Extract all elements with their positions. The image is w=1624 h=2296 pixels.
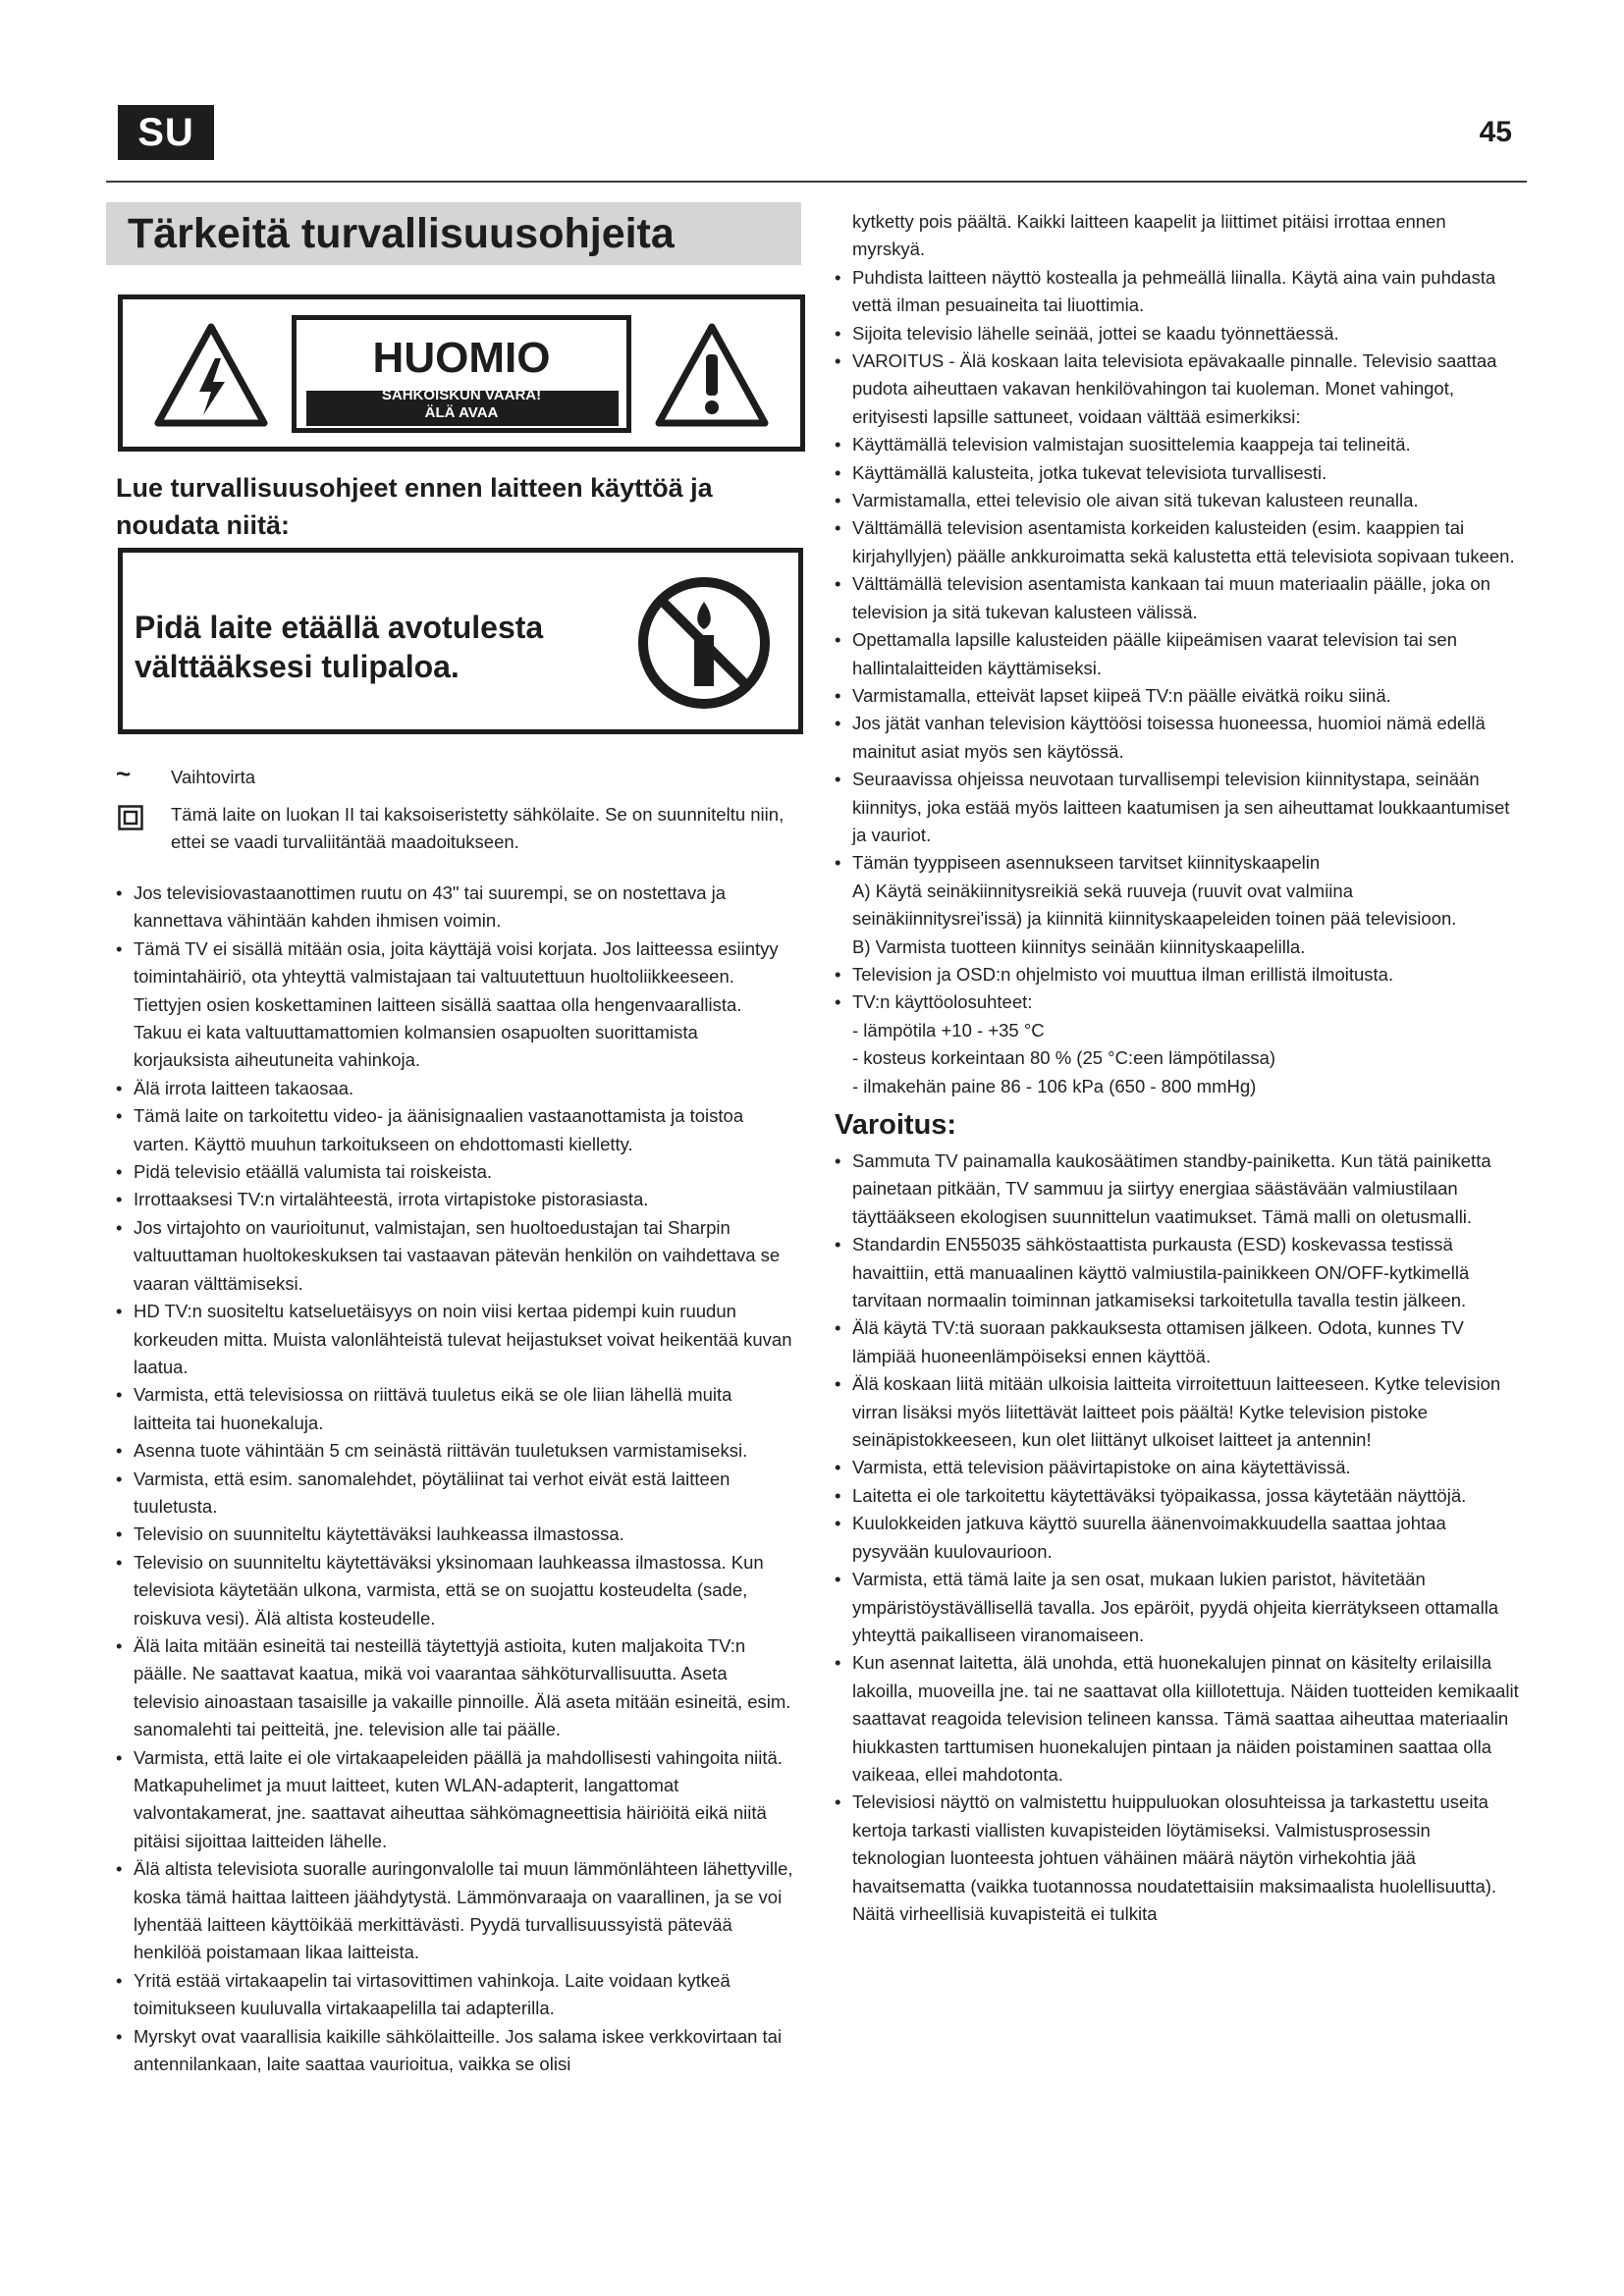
list-item: • Varmista, että laite ei ole virtakaapeleiden päällä ja mahdollisesti vahingoita niitä. Matkapuhelimet ja muut laitteet, kuten WLAN-adapterit, langattomat valvontakamerat, jne. saattavat aiheuttaa sähkömagneettisia häiriöitä eikä niitä pitäisi sijoittaa laitteiden lähelle.	[116, 1744, 793, 1856]
list-item: • Yritä estää virtakaapelin tai virtasovittimen vahinkoja. Laite voidaan kytkeä toimitukseen kuuluvalla virtakaapelilla tai adapterilla.	[116, 1967, 793, 2023]
list-item: • Älä käytä TV:tä suoraan pakkauksesta ottamisen jälkeen. Odota, kunnes TV lämpiää huoneenlämpöiseksi ennen käyttöä.	[835, 1314, 1522, 1370]
caution-label	[118, 294, 805, 452]
list-item: • Tämä TV ei sisällä mitään osia, joita käyttäjä voisi korjata. Jos laitteessa esiintyy toimintahäiriö, ota yhteyttä valmistajaan tai valtuutettuun huoltoliikkeeseen. Tiettyjen osien koskettaminen laitteen sisällä saattaa olla hengenvaarallista. Takuu ei kata valtuuttamattomien kolmansien osapuolten suorittamista korjauksista aiheutuneita vahinkoja.	[116, 935, 793, 1075]
page-title: Tärkeitä turvallisuusohjeita	[128, 210, 675, 257]
list-item: • Standardin EN55035 sähköstaattista purkausta (ESD) koskevassa testissä havaittiin, että manuaalinen käyttö valmiustila-painikkeen ON/OFF-kytkimellä tarvitaan normaalin toiminnan jatkamiseksi tarkoitetulla tavalla testin jälkeen.	[835, 1231, 1522, 1314]
list-item: • Televisio on suunniteltu käytettäväksi yksinomaan lauhkeassa ilmastossa. Kun televisiota käytetään ulkona, varmista, että se on suojattu kosteudelta (sade, roiskuva vesi). Älä altista kosteudelle.	[116, 1549, 793, 1632]
list-item: • Sijoita televisio lähelle seinää, jottei se kaadu työnnettäessä.	[835, 320, 1522, 347]
condition-pressure: - ilmakehän paine 86 - 106 kPa (650 - 800 mmHg)	[852, 1075, 1257, 1096]
no-open-flame-icon	[635, 574, 773, 712]
caution-line-2: ÄLÄ AVAA	[424, 404, 499, 421]
list-item: • Käyttämällä television valmistajan suosittelemia kaappeja tai telineitä.	[835, 431, 1522, 458]
mount-step-b: B) Varmista tuotteen kiinnitys seinään kiinnityskaapelilla.	[852, 935, 1306, 957]
list-item: • Irrottaaksesi TV:n virtalähteestä, irrota virtapistoke pistorasiasta.	[116, 1186, 793, 1213]
list-item: • Sammuta TV painamalla kaukosäätimen standby-painiketta. Kun tätä painiketta painetaan pitkään, TV sammuu ja siirtyy energiaa säästävään valmiustilaan täyttääkseen ekologisen suunnittelun vaatimukset. Tämä malli on oletusmalli.	[835, 1148, 1522, 1231]
list-item: • Älä laita mitään esineitä tai nesteillä täytettyjä astioita, kuten maljakoita TV:n päälle. Ne saattavat kaatua, mikä voi vaarantaa sähköturvallisuutta. Aseta televisio ainoastaan tasaisille ja vakaille pinnoille. Älä aseta mitään esineitä, esim. sanomalehti tai peitteitä, jne. television alle tai päälle.	[116, 1632, 793, 1744]
warning-list	[835, 1148, 1522, 1928]
warning-heading: Varoitus:	[835, 1109, 957, 1141]
list-item: • Älä koskaan liitä mitään ulkoisia laitteita virroitettuun laitteeseen. Kytke television virran lisäksi myös liitettävät laitteet pois päältä! Kytke television pistoke seinäpistokkeeseen, kun olet liittänyt ulkoiset laitteet ja antennin!	[835, 1370, 1522, 1454]
condition-temperature: - lämpötila +10 - +35 °C	[852, 1019, 1045, 1041]
title-band	[106, 202, 801, 265]
list-item: • Välttämällä television asentamista kankaan tai muun materiaalin päälle, joka on television ja sitä tukevan kalusteen välissä.	[835, 570, 1522, 626]
list-item: • Varmista, että televisiossa on riittävä tuuletus eikä se ole liian lähellä muita laitteita tai huonekaluja.	[116, 1381, 793, 1437]
ac-symbol-icon: ~	[116, 759, 132, 788]
list-item: • Varmistamalla, etteivät lapset kiipeä TV:n päälle eivätkä roiku siinä.	[835, 682, 1522, 710]
list-item: • Jos jätät vanhan television käyttöösi toisessa huoneessa, huomioi nämä edellä mainitut asiat myös sen käytössä.	[835, 710, 1522, 766]
page-number: 45	[1479, 116, 1512, 148]
double-insulation-icon	[116, 805, 145, 830]
list-item: • Varmistamalla, ettei televisio ole aivan sitä tukevan kalusteen reunalla.	[835, 487, 1522, 514]
list-item: • Jos virtajohto on vaurioitunut, valmistajan, sen huoltoedustajan tai Sharpin valtuuttaman huoltokeskuksen tai vastaavan pätevän henkilön on vaihdettava se vaaran välttämiseksi.	[116, 1214, 793, 1298]
list-item: • Älä altista televisiota suoralle auringonvalolle tai muun lämmönlähteen lähettyville, koska tämä haittaa laitteen jäähdytystä. Lämmönvaraaja on vaarallinen, ja se voi lyhentää laitteen käyttöikää merkittävästi. Pyydä turvallisuussyistä pätevää henkilöä poistamaan likaa laitteista.	[116, 1855, 793, 1967]
left-safety-list	[116, 880, 793, 2078]
list-item: • Pidä televisio etäällä valumista tai roiskeista.	[116, 1158, 793, 1186]
mount-step-a: A) Käytä seinäkiinnitysreikiä sekä ruuveja (ruuvit ovat valmiina seinäkiinnitysrei'issä) ja kiinnitä kiinnityskaapeleiden toinen pää televisioon.	[852, 880, 1457, 930]
list-item: • Kuulokkeiden jatkuva käyttö suurella äänenvoimakkuudella saattaa johtaa pysyvään kuulovaurioon.	[835, 1510, 1522, 1566]
ac-symbol-text: Vaihtovirta	[171, 767, 256, 787]
open-flame-warning-text	[135, 608, 596, 686]
list-item: • Varmista, että esim. sanomalehdet, pöytäliinat tai verhot eivät estä laitteen tuuletusta.	[116, 1466, 793, 1522]
list-item: • Varmista, että tämä laite ja sen osat, mukaan lukien paristot, hävitetään ympäristöystävällisellä tavalla. Jos epäröit, pyydä ohjeita kierrätykseen ottamalla yhteyttä paikalliseen viranomaiseen.	[835, 1566, 1522, 1649]
list-item: • Välttämällä television asentamista korkeiden kalusteiden (esim. kaappien tai kirjahyllyjen) päälle ankkuroimatta sekä kalustetta että televisiota sopivaan tukeen.	[835, 514, 1522, 570]
list-item: • Tämän tyyppiseen asennukseen tarvitset kiinnityskaapelin	[835, 849, 1522, 877]
list-item: • Tämä laite on tarkoitettu video- ja äänisignaalien vastaanottamista ja toistoa varten. Käyttö muuhun tarkoitukseen on ehdottomasti kielletty.	[116, 1102, 793, 1158]
continued-paragraph: kytketty pois päältä. Kaikki laitteen kaapelit ja liittimet pitäisi irrottaa ennen myrskyä.	[852, 211, 1446, 260]
list-item: • Varmista, että television päävirtapistoke on aina käytettävissä.	[835, 1454, 1522, 1481]
right-safety-list	[835, 264, 1522, 878]
right-safety-list-2	[835, 961, 1522, 1017]
list-item: • Televisiosi näyttö on valmistettu huippuluokan olosuhteissa ja tarkastettu useita kertoja tarkasti viallisten kuvapisteiden löytämiseksi. Valmistusprosessin teknologian luonteesta johtuen vähäinen määrä näytön virhekohtia jää havaitsematta (vaikka tuotannossa noudatettaisiin maksimaalista huolellisuutta). Näitä virheellisiä kuvapisteitä ei tulkita	[835, 1789, 1522, 1928]
caution-subtext	[292, 299, 631, 456]
list-item: • Jos televisiovastaanottimen ruutu on 43" tai suurempi, se on nostettava ja kannettava vähintään kahden ihmisen voimin.	[116, 880, 793, 935]
lightning-warning-icon	[152, 321, 270, 429]
list-item: • Laitetta ei ole tarkoitettu käytettäväksi työpaikassa, jossa käytetään näyttöjä.	[835, 1482, 1522, 1510]
open-flame-line-2: välttääksesi tulipaloa.	[135, 649, 460, 684]
right-column	[835, 208, 1522, 1928]
list-item: • Television ja OSD:n ohjelmisto voi muuttua ilman erillistä ilmoitusta.	[835, 961, 1522, 988]
left-column	[116, 880, 793, 2078]
list-item: • Opettamalla lapsille kalusteiden päälle kiipeämisen vaarat television tai sen hallintalaitteiden käyttämiseksi.	[835, 626, 1522, 682]
open-flame-warning-box	[118, 548, 803, 734]
open-flame-line-1: Pidä laite etäällä avotulesta	[135, 610, 544, 645]
list-item: • Puhdista laitteen näyttö kostealla ja pehmeällä liinalla. Käytä aina vain puhdasta vettä ilman pesuaineita tai liuottimia.	[835, 264, 1522, 320]
condition-humidity: - kosteus korkeintaan 80 % (25 °C:een lämpötilassa)	[852, 1047, 1276, 1069]
exclamation-warning-icon	[653, 321, 771, 429]
list-item: • Kun asennat laitetta, älä unohda, että huonekalujen pinnat on käsitelty erilaisilla lakoilla, muoveilla jne. tai ne saattavat olla kiillotettuja. Näiden tuotteiden kemikaalit saattavat reagoida television telineen kanssa. Tämä saattaa aiheuttaa materiaalin hiukkasten tarttumisen huonekalujen pintaan ja näiden poistaminen saattaa olla vaikeaa, ellei mahdotonta.	[835, 1649, 1522, 1789]
class-ii-symbol-text: Tämä laite on luokan II tai kaksoiseristetty sähkölaite. Se on suunniteltu niin, ettei se vaadi turvaliitäntää maadoitukseen.	[171, 804, 785, 852]
caution-line-1: SÄHKÖISKUN VAARA!	[381, 387, 542, 403]
list-item: • HD TV:n suositeltu katseluetäisyys on noin viisi kertaa pidempi kuin ruudun korkeuden mitta. Muista valonlähteistä tulevat heijastukset voivat heikentää kuvan laatua.	[116, 1298, 793, 1381]
list-item: • Myrskyt ovat vaarallisia kaikille sähkölaitteille. Jos salama iskee verkkovirtaan tai antennilankaan, laite saattaa vaurioitua, vaikka se olisi	[116, 2023, 793, 2079]
language-badge: SU	[118, 105, 214, 160]
list-item: • Älä irrota laitteen takaosaa.	[116, 1075, 793, 1102]
caution-word: HUOMIO	[372, 334, 551, 382]
read-instructions-heading: Lue turvallisuusohjeet ennen laitteen käyttöä ja noudata niitä:	[116, 473, 713, 540]
list-item: • Käyttämällä kalusteita, jotka tukevat televisiota turvallisesti.	[835, 459, 1522, 487]
list-item: • Asenna tuote vähintään 5 cm seinästä riittävän tuuletuksen varmistamiseksi.	[116, 1437, 793, 1465]
list-item: • Televisio on suunniteltu käytettäväksi lauhkeassa ilmastossa.	[116, 1521, 793, 1548]
list-item: • Seuraavissa ohjeissa neuvotaan turvallisempi television kiinnitystapa, seinään kiinnitys, joka estää myös laitteen kaatumisen ja sen aiheuttamat loukkaantumiset ja vauriot.	[835, 766, 1522, 849]
header-divider	[106, 181, 1527, 183]
list-item: • VAROITUS - Älä koskaan laita televisiota epävakaalle pinnalle. Televisio saattaa pudota aiheuttaen vakavan henkilövahingon tai kuoleman. Monet vahingot, erityisesti lapsille sattuneet, voidaan välttää esimerkiksi:	[835, 347, 1522, 431]
list-item: • TV:n käyttöolosuhteet:	[835, 988, 1522, 1016]
